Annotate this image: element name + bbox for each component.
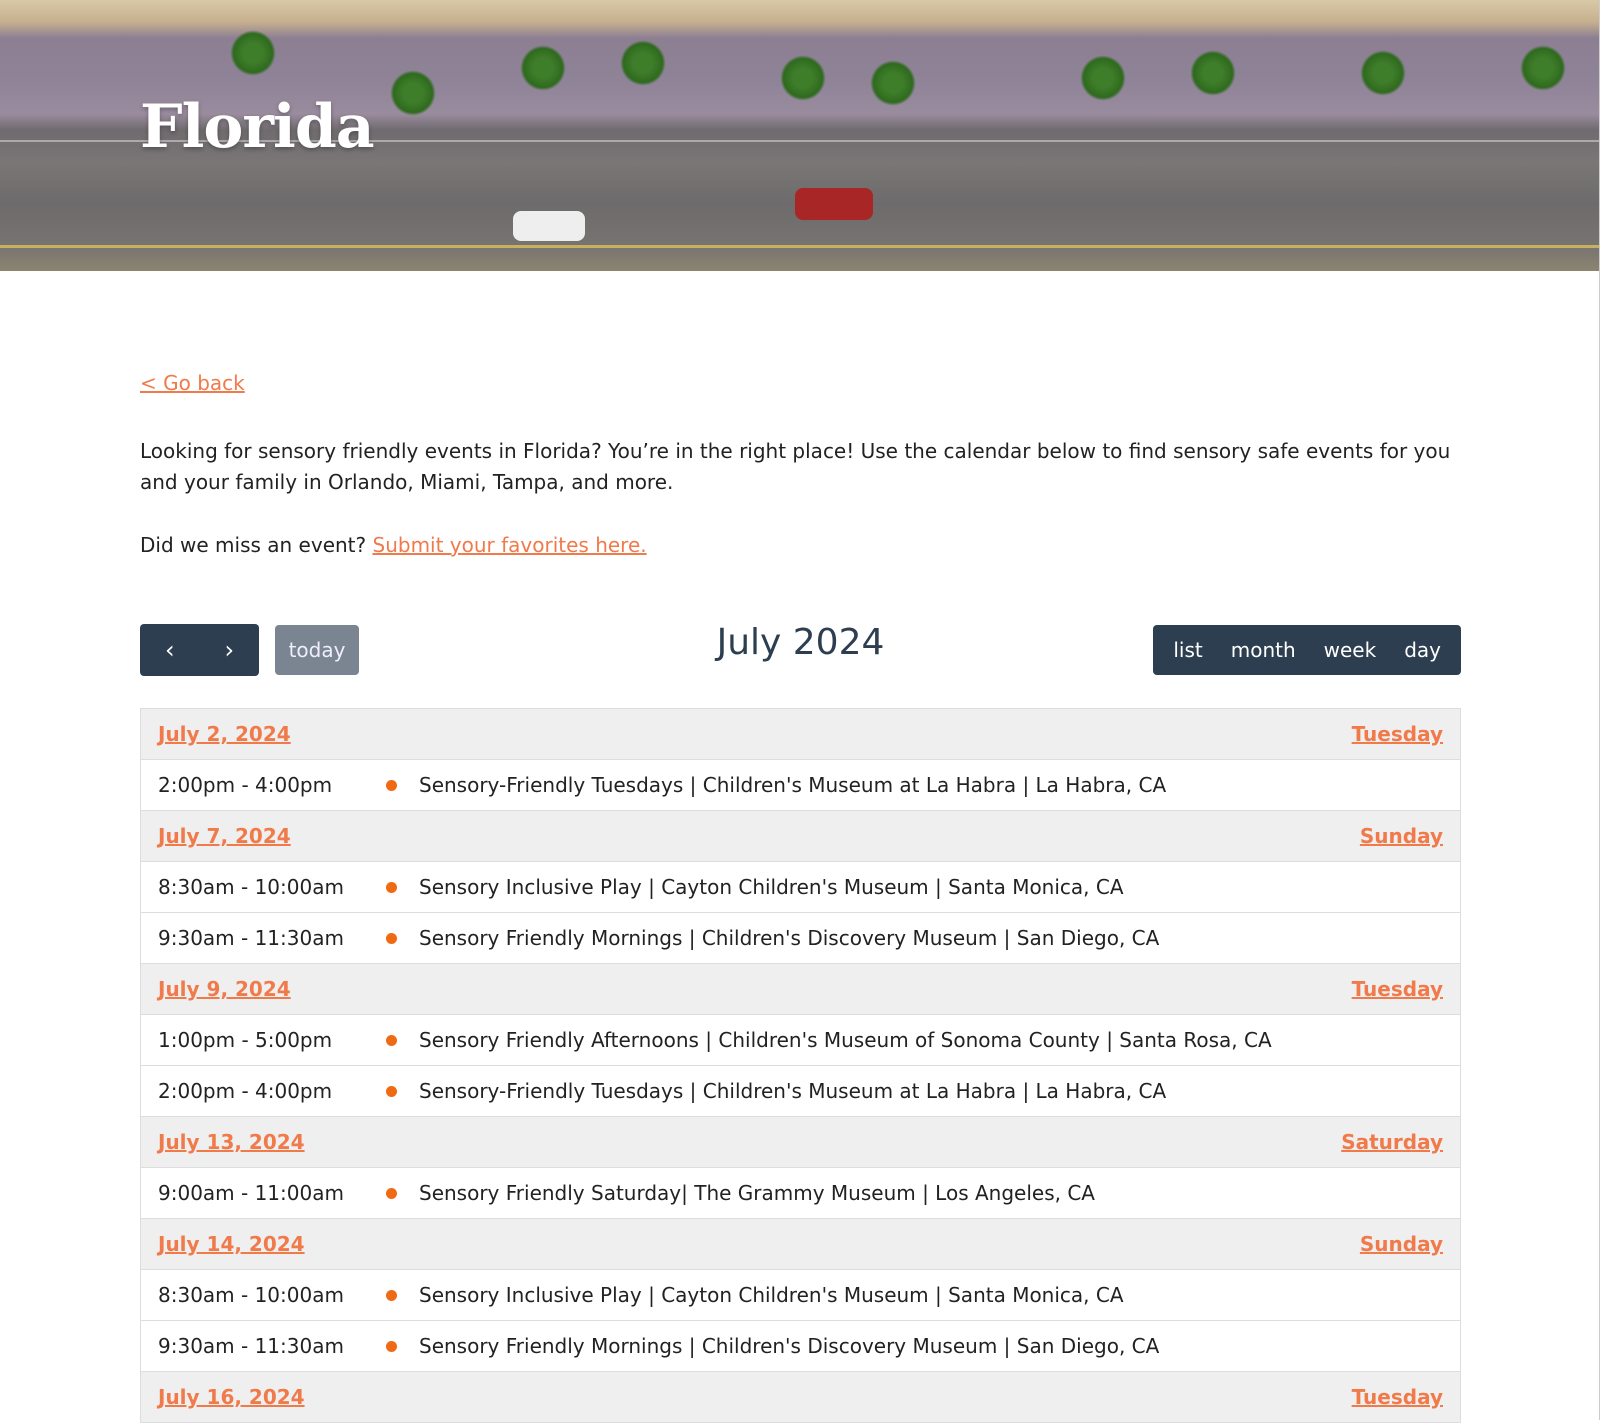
palm-tree-image xyxy=(1080,55,1126,101)
day-date-link[interactable]: July 2, 2024 xyxy=(158,722,291,746)
view-month-button[interactable]: month xyxy=(1230,638,1296,662)
day-date-link[interactable]: July 9, 2024 xyxy=(158,977,291,1001)
event-row[interactable] xyxy=(141,913,1460,964)
view-day-button[interactable]: day xyxy=(1404,638,1441,662)
event-row[interactable] xyxy=(141,862,1460,913)
event-title[interactable]: Sensory Friendly Saturday| The Grammy Museum | Los Angeles, CA xyxy=(419,1181,1095,1205)
event-time: 8:30am - 10:00am xyxy=(158,875,344,899)
day-weekday-link[interactable]: Sunday xyxy=(1359,824,1443,848)
view-button-group xyxy=(1153,625,1461,675)
hero-banner xyxy=(0,0,1599,271)
calendar-toolbar xyxy=(140,624,1461,676)
car-image xyxy=(513,211,585,241)
today-button[interactable]: today xyxy=(275,625,359,675)
day-header-row xyxy=(141,1219,1460,1270)
event-dot-icon xyxy=(386,1035,397,1046)
event-time: 9:30am - 11:30am xyxy=(158,926,344,950)
day-weekday-link[interactable]: Sunday xyxy=(1359,1232,1443,1256)
event-row[interactable] xyxy=(141,1015,1460,1066)
day-header-row xyxy=(141,1372,1460,1423)
day-header-row xyxy=(141,964,1460,1015)
day-date-link[interactable]: July 13, 2024 xyxy=(158,1130,305,1154)
prev-button[interactable]: ‹ xyxy=(164,636,175,664)
event-dot-icon xyxy=(386,1290,397,1301)
event-title[interactable]: Sensory Friendly Mornings | Children's Discovery Museum | San Diego, CA xyxy=(419,926,1160,950)
event-dot-icon xyxy=(386,780,397,791)
event-title[interactable]: Sensory Inclusive Play | Cayton Children's Museum | Santa Monica, CA xyxy=(419,875,1124,899)
submit-favorites-link[interactable]: Submit your favorites here. xyxy=(372,533,647,557)
road-line xyxy=(0,245,1599,248)
day-header-row xyxy=(141,811,1460,862)
event-time: 8:30am - 10:00am xyxy=(158,1283,344,1307)
event-dot-icon xyxy=(386,1086,397,1097)
calendar-title: July 2024 xyxy=(716,622,885,663)
palm-tree-image xyxy=(230,30,276,76)
event-time: 2:00pm - 4:00pm xyxy=(158,773,333,797)
day-weekday-link[interactable]: Saturday xyxy=(1341,1130,1443,1154)
day-weekday-link[interactable]: Tuesday xyxy=(1351,1385,1443,1409)
event-time: 9:00am - 11:00am xyxy=(158,1181,344,1205)
submit-prompt-text: Did we miss an event? xyxy=(140,533,373,557)
event-list xyxy=(140,708,1461,1423)
day-date-link[interactable]: July 16, 2024 xyxy=(158,1385,305,1409)
palm-tree-image xyxy=(870,60,916,106)
page-title: Florida xyxy=(140,92,374,162)
event-row[interactable] xyxy=(141,1321,1460,1372)
event-time: 9:30am - 11:30am xyxy=(158,1334,344,1358)
event-dot-icon xyxy=(386,1188,397,1199)
event-title[interactable]: Sensory Friendly Mornings | Children's Discovery Museum | San Diego, CA xyxy=(419,1334,1160,1358)
day-header-row xyxy=(141,709,1460,760)
event-row[interactable] xyxy=(141,760,1460,811)
palm-tree-image xyxy=(780,55,826,101)
event-dot-icon xyxy=(386,1341,397,1352)
event-title[interactable]: Sensory-Friendly Tuesdays | Children's Museum at La Habra | La Habra, CA xyxy=(419,1079,1167,1103)
view-list-button[interactable]: list xyxy=(1173,638,1203,662)
day-date-link[interactable]: July 7, 2024 xyxy=(158,824,291,848)
go-back-link[interactable]: < Go back xyxy=(140,371,245,395)
event-row[interactable] xyxy=(141,1066,1460,1117)
intro-text: Looking for sensory friendly events in Florida? You’re in the right place! Use the calendar below to find sensory safe events for you and your family in Orlando, Miami, Tampa, and more. xyxy=(140,439,1451,494)
car-image xyxy=(795,188,873,220)
palm-tree-image xyxy=(620,40,666,86)
event-dot-icon xyxy=(386,933,397,944)
event-dot-icon xyxy=(386,882,397,893)
view-week-button[interactable]: week xyxy=(1323,638,1377,662)
palm-tree-image xyxy=(1360,50,1406,96)
palm-tree-image xyxy=(390,70,436,116)
day-date-link[interactable]: July 14, 2024 xyxy=(158,1232,305,1256)
day-weekday-link[interactable]: Tuesday xyxy=(1351,722,1443,746)
day-header-row xyxy=(141,1117,1460,1168)
event-row[interactable] xyxy=(141,1270,1460,1321)
palm-tree-image xyxy=(520,45,566,91)
next-button[interactable]: › xyxy=(224,636,235,664)
event-title[interactable]: Sensory Friendly Afternoons | Children's Museum of Sonoma County | Santa Rosa, CA xyxy=(419,1028,1272,1052)
event-title[interactable]: Sensory Inclusive Play | Cayton Children's Museum | Santa Monica, CA xyxy=(419,1283,1124,1307)
submit-prompt xyxy=(140,533,647,557)
event-time: 1:00pm - 5:00pm xyxy=(158,1028,333,1052)
day-weekday-link[interactable]: Tuesday xyxy=(1351,977,1443,1001)
palm-tree-image xyxy=(1520,45,1566,91)
palm-tree-image xyxy=(1190,50,1236,96)
event-row[interactable] xyxy=(141,1168,1460,1219)
event-time: 2:00pm - 4:00pm xyxy=(158,1079,333,1103)
event-title[interactable]: Sensory-Friendly Tuesdays | Children's Museum at La Habra | La Habra, CA xyxy=(419,773,1167,797)
